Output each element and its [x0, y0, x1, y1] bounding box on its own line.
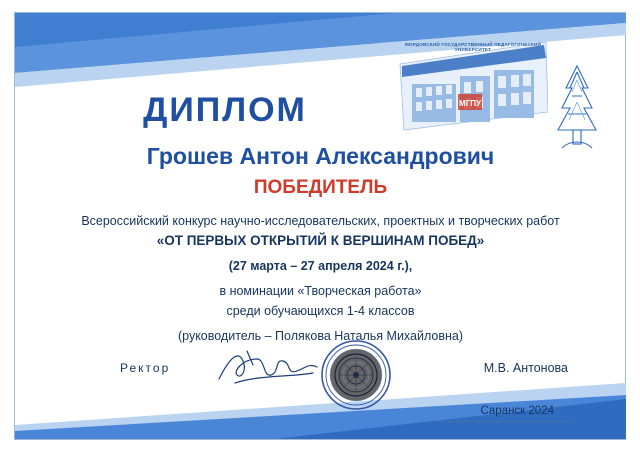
contest-name: «ОТ ПЕРВЫХ ОТКРЫТИЙ К ВЕРШИНАМ ПОБЕД»	[156, 233, 485, 248]
status-badge: ПОБЕДИТЕЛЬ	[253, 177, 388, 198]
contest-dates: (27 марта – 27 апреля 2024 г.),	[228, 259, 413, 273]
contest-line: Всероссийский конкурс научно-исследовательских, проектных и творческих работ	[81, 214, 560, 228]
recipient-name: Грошев Антон Александрович	[146, 143, 495, 169]
rector-label: Ректор	[120, 361, 171, 375]
official-stamp	[320, 339, 392, 411]
nomination-line: в номинации «Творческая работа»	[219, 284, 422, 298]
city-underline	[438, 421, 570, 422]
award-details	[15, 211, 626, 346]
participants-line: среди обучающихся 1-4 классов	[226, 304, 415, 318]
supervisor-line: (руководитель – Полякова Наталья Михайловна)	[177, 329, 464, 343]
signature-row	[15, 343, 626, 403]
signature-icon	[213, 345, 323, 389]
city-year: Саранск 2024	[480, 405, 554, 417]
rector-name: М.В. Антонова	[483, 361, 568, 375]
university-banner-text: МОРДОВСКИЙ ГОСУДАРСТВЕННЫЙ ПЕДАГОГИЧЕСКИЙ УНИВЕРСИТЕТ	[405, 42, 541, 52]
document-content	[15, 13, 626, 440]
svg-text:МГПУ: МГПУ	[459, 99, 481, 108]
page-title: ДИПЛОМ	[143, 91, 307, 129]
